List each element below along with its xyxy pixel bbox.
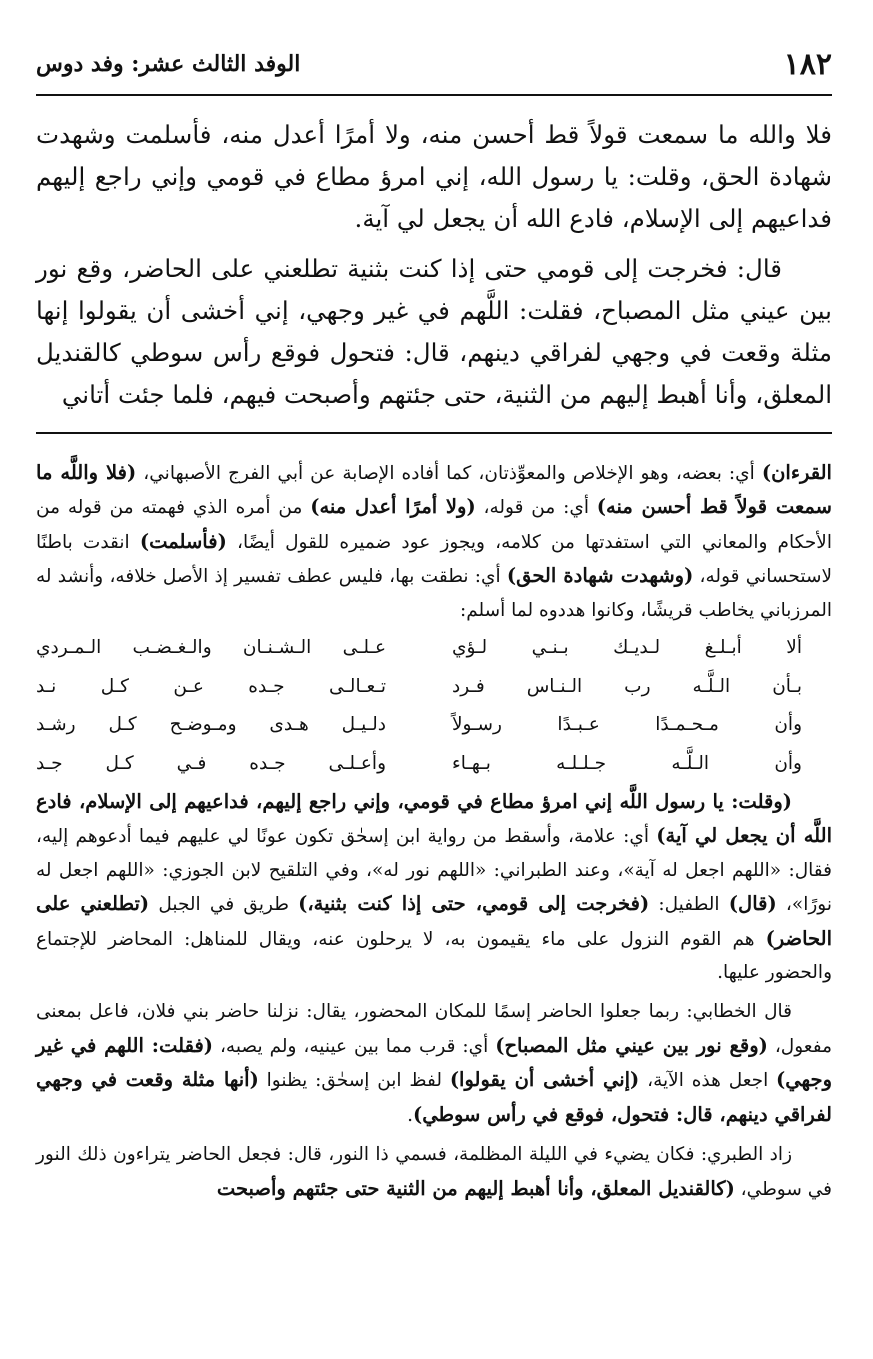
footnote-separator	[36, 432, 832, 434]
commentary	[36, 456, 832, 1206]
quoted-text: (تطلعني على الحاضر)	[36, 892, 832, 950]
main-paragraph-2: قال: فخرجت إلى قومي حتى إذا كنت بثنية تطلعني على الحاضر، وقع نور بين عيني مثل المصباح، فقلت: اللَّهم في غير وجهي، إني أخشى أن يقولوا إنها مثلة وقعت في وجهي لفراقي دينهم، قال: فتحول فوقع رأس سوطي كالقنديل المعلق، وأنا أهبط إليهم من الثنية، حتى جئتهم وأصبحت فيهم، فلما جئت أتاني	[36, 254, 832, 409]
verse-first-hemistich: وأن الـلَّـه جـلـلـه بـهـاء	[452, 752, 802, 774]
verse-second-hemistich: عـلـى الـشـنـان والـغـضـب الـمـردي	[36, 637, 386, 659]
page-header	[36, 44, 832, 84]
quoted-text: (ولا أمرًا أعدل منه)	[310, 495, 476, 519]
explanation-text: لفظ ابن إسحٰق: يظنوا	[258, 1070, 450, 1092]
poem-verse	[36, 668, 802, 707]
quoted-text: (فلا واللَّه ما سمعت قولاً قط أحسن منه)	[36, 461, 832, 519]
commentary-paragraph-3	[36, 995, 832, 1132]
commentary-paragraph-4	[36, 1138, 832, 1206]
explanation-text: من أمره الذي فهمته من قوله من الأحكام والمعاني التي استفدتها من كلامه، ويجوز عود ضميره للقول أيضًا،	[36, 497, 832, 553]
verse-second-hemistich: تـعـالـى جـده عـن كـل نـد	[36, 675, 386, 697]
quoted-text: (فقلت: اللهم في غير وجهي)	[36, 1033, 832, 1092]
quoted-text: (كالقنديل المعلق، وأنا أهبط إليهم من الثنية حتى جئتهم وأصبحت	[216, 1176, 735, 1200]
explanation-text: طريق في الجبل	[149, 894, 299, 916]
explanation-text: انقدت باطنًا لاستحساني قوله،	[36, 531, 832, 588]
quoted-text: (أنها مثلة وقعت في وجهي لفراقي دينهم، قال: فتحول، فوقع في رأس سوطي)	[36, 1068, 832, 1126]
explanation-text: أي: نطقت بها، فليس عطف تفسير إذ الأصل خلافه، وأنشد له المرزباني يخاطب قريشًا، وكانوا هددوه لما أسلم:	[36, 566, 832, 621]
poem-verse	[36, 706, 802, 745]
verse-first-hemistich: ألا أبـلـغ لـديـك بـنـي لـؤي	[452, 637, 802, 659]
commentary-paragraph-2	[36, 785, 832, 989]
explanation-text: اجعل هذه الآية،	[639, 1070, 777, 1092]
explanation-text: أي: من قوله،	[475, 497, 597, 519]
explanation-text: أي: قرب مما بين عينيه، ولم يصبه،	[213, 1035, 496, 1057]
verse-first-hemistich: بـأن الـلَّـه رب الـنـاس فـرد	[452, 675, 802, 697]
quoted-text: (قال)	[728, 892, 777, 916]
explanation-text: زاد الطبري: فكان يضيء في الليلة المظلمة، فسمي ذا النور، قال: فجعل الحاضر يتراءون ذلك النور في سوطي،	[36, 1144, 832, 1200]
quoted-text: (وقع نور بين عيني مثل المصباح)	[495, 1033, 768, 1057]
commentary-paragraph-1	[36, 456, 832, 627]
quoted-text: (إني أخشى أن يقولوا)	[449, 1068, 640, 1092]
poem-verse	[36, 745, 802, 784]
explanation-text: أي: علامة، وأسقط من رواية ابن إسحٰق تكون عونًا لي عليهم فيما أدعوهم إليه، فقال: «اللهم اجعل له آية»، وعند الطبراني: «اللهم نور له»، وفي التلقيح لابن الجوزي: «اللهم اجعل له نورًا»،	[36, 826, 832, 916]
explanation-text: أي: بعضه، وهو الإخلاص والمعوِّذتان، كما أفاده الإصابة عن أبي الفرج الأصبهاني،	[136, 463, 762, 484]
quoted-text: القرءان)	[761, 461, 832, 484]
explanation-text: الطفيل:	[649, 894, 729, 916]
verse-first-hemistich: وأن مـحـمـدًا عـبـدًا رسـولاً	[452, 714, 802, 736]
running-title: الوفد الثالث عشر: وفد دوس	[36, 51, 301, 77]
page-number: ١٨٢	[783, 46, 832, 82]
explanation-text: .	[407, 1104, 413, 1126]
explanation-text: قال الخطابي: ربما جعلوا الحاضر إسمًا للمكان المحضور، يقال: نزلنا حاضر بني فلان، فاعل بمعنى مفعول،	[36, 1001, 832, 1057]
main-paragraph-1: فلا والله ما سمعت قولاً قط أحسن منه، ولا أمرًا أعدل منه، فأسلمت وشهدت شهادة الحق، وقلت: يا رسول الله، إني امرؤ مطاع في قومي وإني راجع إليهم فداعيهم إلى الإسلام، فادع الله أن يجعل لي آية.	[36, 120, 832, 233]
main-text	[36, 114, 832, 416]
quoted-text: (وقلت: يا رسول اللَّه إني امرؤ مطاع في قومي، وإني راجع إليهم، فداعيهم إلى الإسلام، فادع اللَّه أن يجعل لي آية)	[36, 790, 832, 848]
explanation-text: هم القوم النزول على ماء يقيمون به، لا يرحلون عنه، ويقال للمناهل: المحاضر للإجتماع والحضور عليها.	[36, 928, 832, 984]
header-rule	[36, 94, 832, 96]
poem	[36, 629, 802, 783]
verse-second-hemistich: وأعـلـى جـده فـي كـل جـد	[36, 752, 386, 774]
poem-verse	[36, 629, 802, 668]
quoted-text: (وشهدت شهادة الحق)	[506, 564, 694, 588]
quoted-text: (فأسلمت)	[139, 529, 227, 553]
verse-second-hemistich: دلـيـل هـدى ومـوضـح كـل رشـد	[36, 714, 386, 736]
quoted-text: (فخرجت إلى قومي، حتى إذا كنت بثنية،)	[298, 892, 650, 916]
